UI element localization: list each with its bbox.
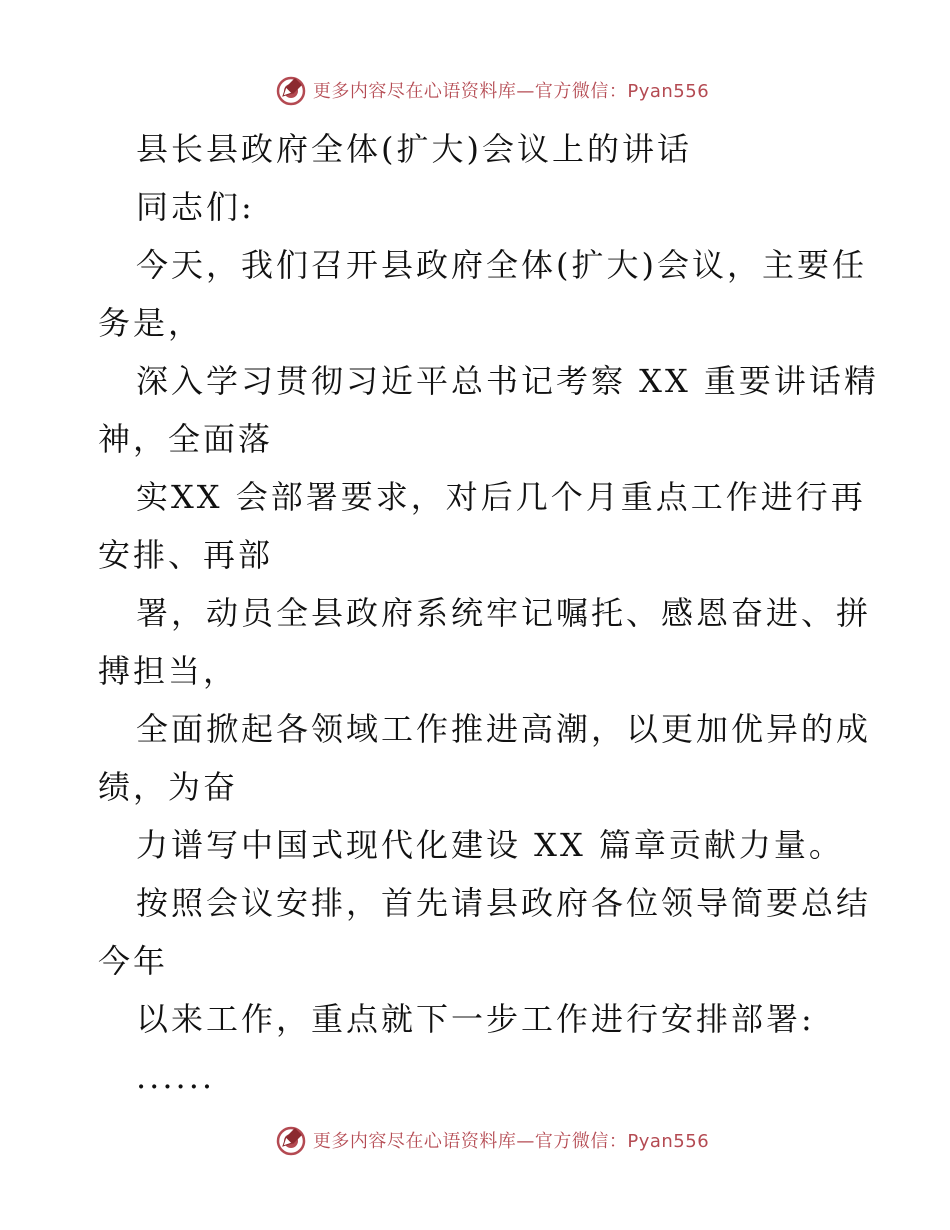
paragraph-line: 力谱写中国式现代化建设 XX 篇章贡献力量。 <box>136 826 844 864</box>
salutation: 同志们: <box>136 188 255 226</box>
paragraph-line: 今年 <box>98 942 169 980</box>
pen-logo-icon <box>275 74 307 106</box>
paragraph-line: 按照会议安排，首先请县政府各位领导简要总结 <box>136 884 872 922</box>
paragraph-line: 安排、再部 <box>98 536 274 574</box>
paragraph-line: 深入学习贯彻习近平总书记考察 XX 重要讲话精 <box>136 362 879 400</box>
header-banner-text: 更多内容尽在心语资料库—官方微信：Pyan556 <box>312 81 710 102</box>
paragraph-line: 绩，为奋 <box>98 768 239 806</box>
pen-logo-icon <box>275 1124 307 1156</box>
document-title: 县长县政府全体(扩大)会议上的讲话 <box>136 130 692 168</box>
paragraph-line: 神，全面落 <box>98 420 274 458</box>
paragraph-line: 务是， <box>98 304 204 342</box>
footer-banner <box>0 1120 950 1160</box>
paragraph-line: 以来工作，重点就下一步工作进行安排部署: <box>136 1000 815 1038</box>
paragraph-line: 今天，我们召开县政府全体(扩大)会议，主要任 <box>136 246 867 284</box>
ellipsis-line: ...... <box>136 1058 216 1096</box>
paragraph-line: 搏担当， <box>98 652 239 690</box>
paragraph-line: 署，动员全县政府系统牢记嘱托、感恩奋进、拼 <box>136 594 872 632</box>
header-banner <box>0 70 950 110</box>
footer-banner-text: 更多内容尽在心语资料库—官方微信：Pyan556 <box>312 1131 710 1152</box>
document-body <box>98 120 879 1106</box>
paragraph-line: 实XX 会部署要求，对后几个月重点工作进行再 <box>136 478 866 516</box>
paragraph-line: 全面掀起各领域工作推进高潮，以更加优异的成 <box>136 710 872 748</box>
